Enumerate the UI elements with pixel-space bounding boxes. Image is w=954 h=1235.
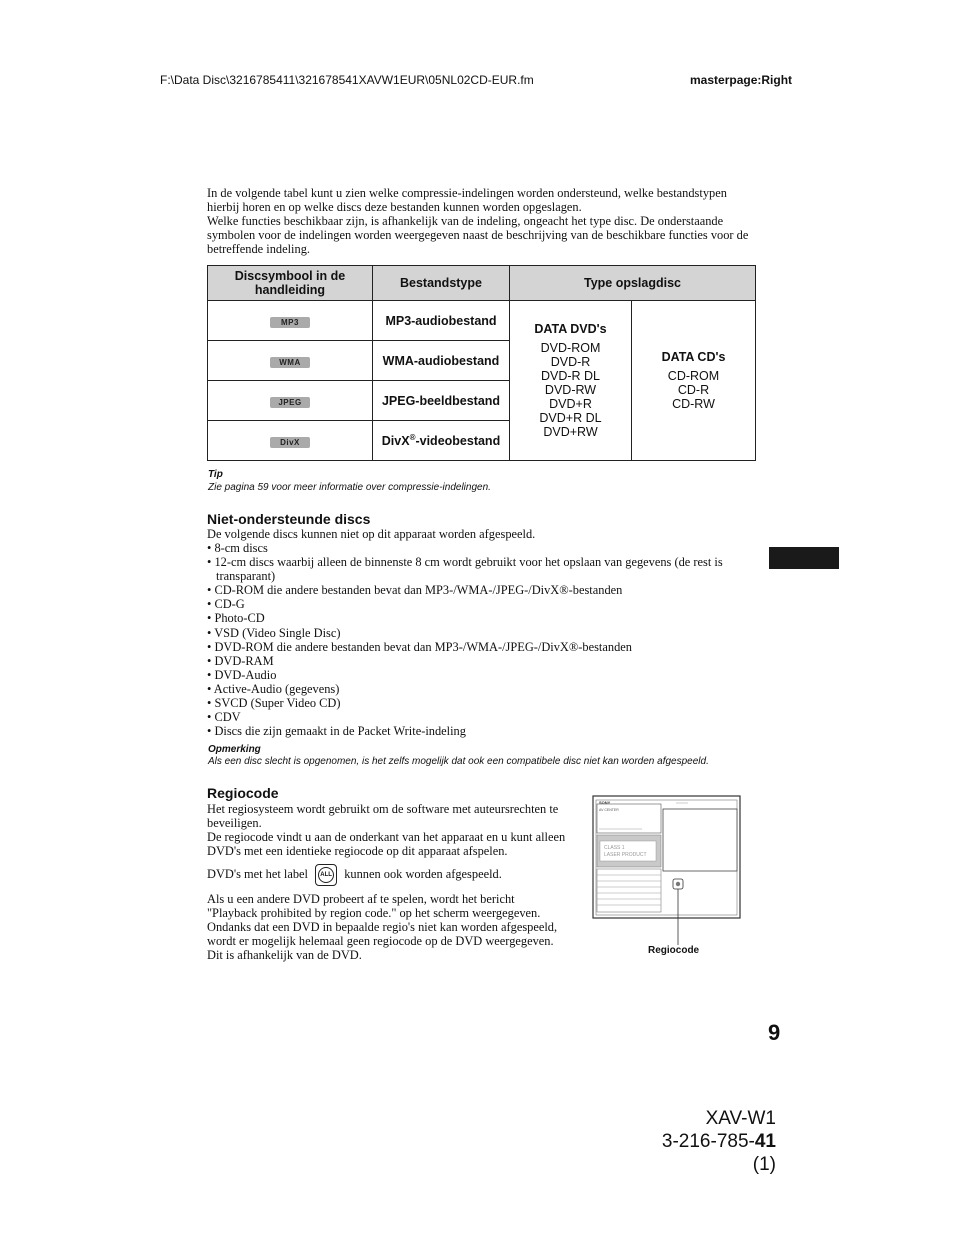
table-row xyxy=(208,301,756,341)
device-laser-product: LASER PRODUCT xyxy=(604,852,647,858)
region-all-icon xyxy=(315,864,337,886)
table-header-symbol: Discsymbool in de handleiding xyxy=(208,266,373,301)
list-item: • 8-cm discs xyxy=(207,541,762,555)
list-item: • CDV xyxy=(207,710,762,724)
table-cell-dvd-media xyxy=(510,301,632,461)
intro-paragraph-1: In de volgende tabel kunt u zien welke compressie-indelingen worden ondersteund, welke bestandstypen hierbij horen en op welke discs deze bestanden kunnen worden opgeslagen. xyxy=(207,186,727,214)
tip-title: Tip xyxy=(208,469,223,480)
part-number-bold: 41 xyxy=(754,1131,776,1152)
device-bottom-diagram xyxy=(592,795,742,947)
table-cell-symbol xyxy=(208,341,373,381)
list-item: • Discs die zijn gemaakt in de Packet Write-indeling xyxy=(207,724,762,738)
filetype-divx-name: DivX xyxy=(381,434,410,449)
divx-badge-icon: DivX xyxy=(270,437,310,448)
header-file-path: F:\Data Disc\3216785411\321678541XAVW1EUR\05NL02CD-EUR.fm xyxy=(160,73,534,87)
dvd-media-item: DVD+R xyxy=(549,397,592,411)
part-number-prefix: 3-216-785- xyxy=(661,1131,755,1152)
list-item: • CD-G xyxy=(207,597,762,611)
list-item: • Active-Audio (gegevens) xyxy=(207,682,762,696)
dvd-media-item: DVD-R DL xyxy=(540,369,601,383)
section-tab-marker xyxy=(769,547,839,569)
dvd-media-item: DVD-R xyxy=(550,355,591,369)
note-title: Opmerking xyxy=(208,744,261,755)
list-item: • VSD (Video Single Disc) xyxy=(207,626,762,640)
table-cell-symbol xyxy=(208,421,373,461)
cd-media-title: DATA CD's xyxy=(661,350,726,364)
table-cell-filetype: MP3-audiobestand xyxy=(373,301,510,341)
format-table xyxy=(207,265,756,461)
device-brand-text: SONY xyxy=(599,800,611,805)
table-cell-filetype: WMA-audiobestand xyxy=(373,341,510,381)
table-cell-filetype: JPEG-beeldbestand xyxy=(373,381,510,421)
intro-text xyxy=(207,186,757,256)
part-number xyxy=(640,1130,776,1176)
table-header-row xyxy=(208,266,756,301)
unsupported-discs-intro: De volgende discs kunnen niet op dit apparaat worden afgespeeld. xyxy=(207,527,536,541)
device-laser-label xyxy=(600,841,656,861)
region-paragraph-2: De regiocode vindt u aan de onderkant van het apparaat en u kunt alleen DVD's met een identieke regiocode op dit apparaat afspelen. xyxy=(207,830,566,858)
region-label-line xyxy=(207,864,567,886)
table-cell-symbol xyxy=(208,301,373,341)
jpeg-badge-icon: JPEG xyxy=(270,397,310,408)
device-model-text: AV CENTER xyxy=(599,808,619,812)
mp3-badge-icon: MP3 xyxy=(270,317,310,328)
cd-media-item: CD-ROM xyxy=(667,369,720,383)
list-item: • Photo-CD xyxy=(207,611,762,625)
region-code-body xyxy=(207,802,567,962)
model-code-block xyxy=(640,1107,776,1176)
page-number: 9 xyxy=(768,1020,781,1045)
table-header-media: Type opslagdisc xyxy=(510,266,756,301)
table-cell-filetype xyxy=(373,421,510,461)
tip-text: Zie pagina 59 voor meer informatie over compressie-indelingen. xyxy=(208,482,491,493)
header-masterpage: masterpage:Right xyxy=(690,73,793,87)
dvd-media-item: DVD+RW xyxy=(543,425,598,439)
unsupported-discs-list xyxy=(207,541,762,738)
list-item: • DVD-Audio xyxy=(207,668,762,682)
registered-mark: ® xyxy=(409,432,416,442)
region-all-icon-text: ALL xyxy=(318,867,334,883)
region-code-title: Regiocode xyxy=(207,785,279,801)
note-text: Als een disc slecht is opgenomen, is het zelfs mogelijk dat ook een compatibele disc niet kan worden afgespeeld. xyxy=(208,756,709,767)
list-item: • 12-cm discs waarbij alleen de binnenste 8 cm wordt gebruikt voor het opslaan van gegevens (de rest is transparant) xyxy=(207,555,762,583)
list-item: • DVD-ROM die andere bestanden bevat dan MP3-/WMA-/JPEG-/DivX®-bestanden xyxy=(207,640,762,654)
device-right-panel xyxy=(663,809,737,871)
device-laser-class: CLASS 1 xyxy=(604,845,625,851)
region-code-caption: Regiocode xyxy=(648,945,700,956)
dvd-media-title: DATA DVD's xyxy=(534,322,607,336)
region-label-pre: DVD's met het label xyxy=(207,867,308,881)
table-header-filetype: Bestandstype xyxy=(373,266,510,301)
region-paragraph-1: Het regiosysteem wordt gebruikt om de software met auteursrechten te beveiligen. xyxy=(207,802,559,830)
dvd-media-item: DVD+R DL xyxy=(539,411,602,425)
filetype-divx-suffix: -videobestand xyxy=(415,434,501,449)
wma-badge-icon: WMA xyxy=(270,357,310,368)
model-name: XAV-W1 xyxy=(705,1108,776,1129)
list-item: • CD-ROM die andere bestanden bevat dan MP3-/WMA-/JPEG-/DivX®-bestanden xyxy=(207,583,762,597)
cd-media-item: CD-R xyxy=(677,383,710,397)
dvd-media-item: DVD-ROM xyxy=(540,341,601,355)
unsupported-discs-title: Niet-ondersteunde discs xyxy=(207,511,371,527)
region-paragraph-3: Als u een andere DVD probeert af te spelen, wordt het bericht "Playback prohibited by region code." op het scherm weergegeven. Ondanks dat een DVD in bepaalde regio's niet kan worden afgespeeld, wordt er mogelijk helemaal geen regiocode op de DVD weergegeven. Dit is afhankelijk van de DVD. xyxy=(207,892,558,963)
cd-media-item: CD-RW xyxy=(672,397,715,411)
table-cell-cd-media xyxy=(632,301,756,461)
region-label-post: kunnen ook worden afgespeeld. xyxy=(344,867,502,881)
region-code-dot xyxy=(676,882,680,886)
list-item: • DVD-RAM xyxy=(207,654,762,668)
dvd-media-item: DVD-RW xyxy=(544,383,597,397)
part-number-suffix: (1) xyxy=(752,1154,776,1175)
list-item: • SVCD (Super Video CD) xyxy=(207,696,762,710)
table-cell-symbol xyxy=(208,381,373,421)
intro-paragraph-2: Welke functies beschikbaar zijn, is afhankelijk van de indeling, ongeacht het type disc. De onderstaande symbolen voor de indelingen worden weergegeven naast de beschrijving van de beschikbare functies voor de betreffende indeling. xyxy=(207,214,749,256)
